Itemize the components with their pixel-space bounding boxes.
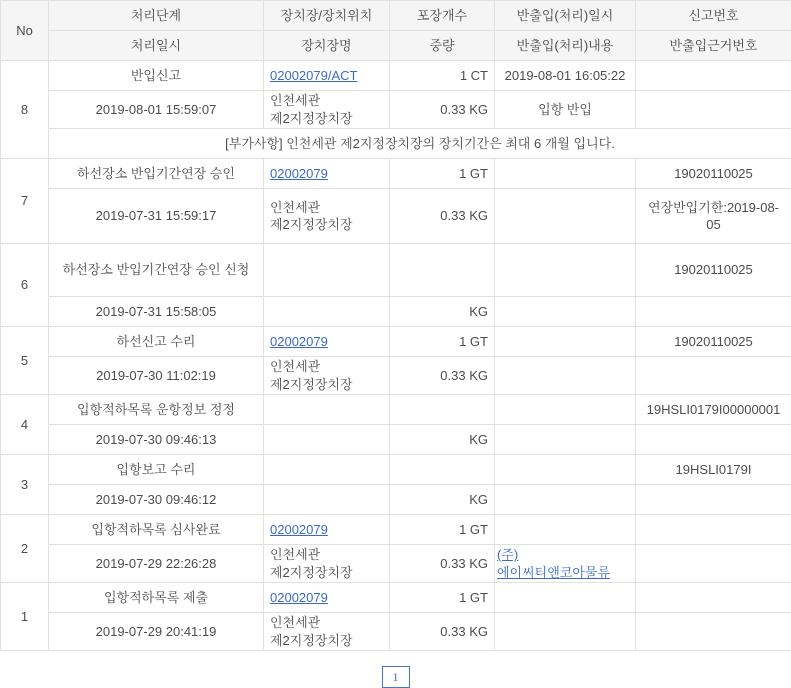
io-basis-no-cell xyxy=(636,485,791,515)
warehouse-name-cell: 인천세관 제2지정장치장 xyxy=(264,613,390,651)
weight-cell: 0.33 KG xyxy=(390,357,495,395)
row-no: 2 xyxy=(1,515,49,583)
header-process-datetime: 처리일시 xyxy=(49,31,264,61)
io-content-cell xyxy=(495,189,636,244)
process-datetime-cell: 2019-07-30 11:02:19 xyxy=(49,357,264,395)
process-datetime-cell: 2019-07-29 20:41:19 xyxy=(49,613,264,651)
weight-cell: KG xyxy=(390,425,495,455)
io-content-cell: 입항 반입 xyxy=(495,91,636,129)
package-count-cell xyxy=(390,244,495,297)
table-row xyxy=(1,455,791,485)
table-row xyxy=(1,159,791,189)
warehouse-name-cell: 인천세관 제2지정장치장 xyxy=(264,545,390,583)
table-row xyxy=(1,545,791,583)
io-company-link[interactable]: (주)에이씨티앤코아물류 xyxy=(497,547,610,580)
warehouse-name-cell: 인천세관 제2지정장치장 xyxy=(264,357,390,395)
header-declaration-no: 신고번호 xyxy=(636,1,791,31)
table-row xyxy=(1,129,791,159)
package-count-cell: 1 CT xyxy=(390,61,495,91)
io-datetime-cell xyxy=(495,327,636,357)
stage-cell: 입항적하목록 제출 xyxy=(49,583,264,613)
io-basis-no-cell xyxy=(636,613,791,651)
stage-cell: 입항보고 수리 xyxy=(49,455,264,485)
row-no: 7 xyxy=(1,159,49,244)
process-datetime-cell: 2019-07-30 09:46:13 xyxy=(49,425,264,455)
package-count-cell xyxy=(390,395,495,425)
weight-cell: 0.33 KG xyxy=(390,545,495,583)
warehouse-name-cell xyxy=(264,425,390,455)
table-row xyxy=(1,327,791,357)
warehouse-code-link[interactable]: 02002079 xyxy=(270,522,328,537)
warehouse-name-cell: 인천세관 제2지정장치장 xyxy=(264,91,390,129)
declaration-no-cell: 19020110025 xyxy=(636,244,791,297)
warehouse-code-cell xyxy=(264,159,390,189)
row-no: 6 xyxy=(1,244,49,327)
io-basis-no-cell xyxy=(636,91,791,129)
row-no: 1 xyxy=(1,583,49,651)
header-package-count: 포장개수 xyxy=(390,1,495,31)
weight-cell: 0.33 KG xyxy=(390,613,495,651)
process-datetime-cell: 2019-07-31 15:59:17 xyxy=(49,189,264,244)
table-row xyxy=(1,425,791,455)
table-row xyxy=(1,357,791,395)
package-count-cell: 1 GT xyxy=(390,327,495,357)
io-content-cell xyxy=(495,613,636,651)
warehouse-code-link[interactable]: 02002079 xyxy=(270,590,328,605)
row-no: 5 xyxy=(1,327,49,395)
declaration-no-cell xyxy=(636,583,791,613)
warehouse-code-link[interactable]: 02002079/ACT xyxy=(270,68,357,83)
io-content-cell xyxy=(495,425,636,455)
declaration-no-cell xyxy=(636,515,791,545)
warehouse-code-link[interactable]: 02002079 xyxy=(270,334,328,349)
weight-cell: 0.33 KG xyxy=(390,91,495,129)
io-content-cell xyxy=(495,297,636,327)
note-cell: [부가사항] 인천세관 제2지정장치장의 장치기간은 최대 6 개월 입니다. xyxy=(49,129,791,159)
io-datetime-cell xyxy=(495,244,636,297)
page-1-button[interactable]: 1 xyxy=(382,666,410,688)
warehouse-name-cell xyxy=(264,297,390,327)
stage-cell: 하선신고 수리 xyxy=(49,327,264,357)
package-count-cell xyxy=(390,455,495,485)
weight-cell: KG xyxy=(390,485,495,515)
io-datetime-cell: 2019-08-01 16:05:22 xyxy=(495,61,636,91)
table-row xyxy=(1,189,791,244)
table-row xyxy=(1,61,791,91)
io-datetime-cell xyxy=(495,395,636,425)
warehouse-code-cell xyxy=(264,244,390,297)
header-io-basis-no: 반출입근거번호 xyxy=(636,31,791,61)
header-io-datetime: 반출입(처리)일시 xyxy=(495,1,636,31)
header-no: No xyxy=(1,1,49,61)
stage-cell: 입항적하목록 운항정보 정정 xyxy=(49,395,264,425)
declaration-no-cell: 19HSLI0179I xyxy=(636,455,791,485)
table-row xyxy=(1,485,791,515)
warehouse-code-cell xyxy=(264,583,390,613)
weight-cell: KG xyxy=(390,297,495,327)
process-datetime-cell: 2019-08-01 15:59:07 xyxy=(49,91,264,129)
table-row xyxy=(1,91,791,129)
io-datetime-cell xyxy=(495,455,636,485)
table-row xyxy=(1,613,791,651)
io-basis-no-cell xyxy=(636,297,791,327)
package-count-cell: 1 GT xyxy=(390,159,495,189)
io-content-cell xyxy=(495,485,636,515)
warehouse-code-cell xyxy=(264,327,390,357)
table-row xyxy=(1,515,791,545)
declaration-no-cell: 19020110025 xyxy=(636,159,791,189)
pagination xyxy=(0,666,791,688)
warehouse-name-cell: 인천세관 제2지정장치장 xyxy=(264,189,390,244)
stage-cell: 하선장소 반입기간연장 승인 신청 xyxy=(49,244,264,297)
io-basis-no-cell xyxy=(636,357,791,395)
warehouse-code-cell xyxy=(264,395,390,425)
process-datetime-cell: 2019-07-30 09:46:12 xyxy=(49,485,264,515)
io-datetime-cell xyxy=(495,583,636,613)
warehouse-code-cell xyxy=(264,61,390,91)
header-warehouse: 장치장/장치위치 xyxy=(264,1,390,31)
stage-cell: 하선장소 반입기간연장 승인 xyxy=(49,159,264,189)
stage-cell: 반입신고 xyxy=(49,61,264,91)
declaration-no-cell xyxy=(636,61,791,91)
header-stage: 처리단계 xyxy=(49,1,264,31)
row-no: 4 xyxy=(1,395,49,455)
table-row xyxy=(1,395,791,425)
io-basis-no-cell xyxy=(636,425,791,455)
warehouse-name-cell xyxy=(264,485,390,515)
weight-cell: 0.33 KG xyxy=(390,189,495,244)
table-row xyxy=(1,583,791,613)
io-datetime-cell xyxy=(495,159,636,189)
header-io-content: 반출입(처리)내용 xyxy=(495,31,636,61)
io-basis-no-cell: 연장반입기한:2019-08-05 xyxy=(636,189,791,244)
warehouse-code-cell xyxy=(264,455,390,485)
row-no: 3 xyxy=(1,455,49,515)
header-weight: 중량 xyxy=(390,31,495,61)
io-content-cell xyxy=(495,357,636,395)
package-count-cell: 1 GT xyxy=(390,583,495,613)
stage-cell: 입항적하목록 심사완료 xyxy=(49,515,264,545)
process-datetime-cell: 2019-07-29 22:26:28 xyxy=(49,545,264,583)
table-row xyxy=(1,297,791,327)
warehouse-code-cell xyxy=(264,515,390,545)
warehouse-code-link[interactable]: 02002079 xyxy=(270,166,328,181)
declaration-no-cell: 19020110025 xyxy=(636,327,791,357)
io-datetime-cell xyxy=(495,515,636,545)
io-content-cell xyxy=(495,545,636,583)
process-datetime-cell: 2019-07-31 15:58:05 xyxy=(49,297,264,327)
io-basis-no-cell xyxy=(636,545,791,583)
header-warehouse-name: 장치장명 xyxy=(264,31,390,61)
package-count-cell: 1 GT xyxy=(390,515,495,545)
declaration-no-cell: 19HSLI0179I00000001 xyxy=(636,395,791,425)
table-row xyxy=(1,244,791,297)
row-no: 8 xyxy=(1,61,49,159)
